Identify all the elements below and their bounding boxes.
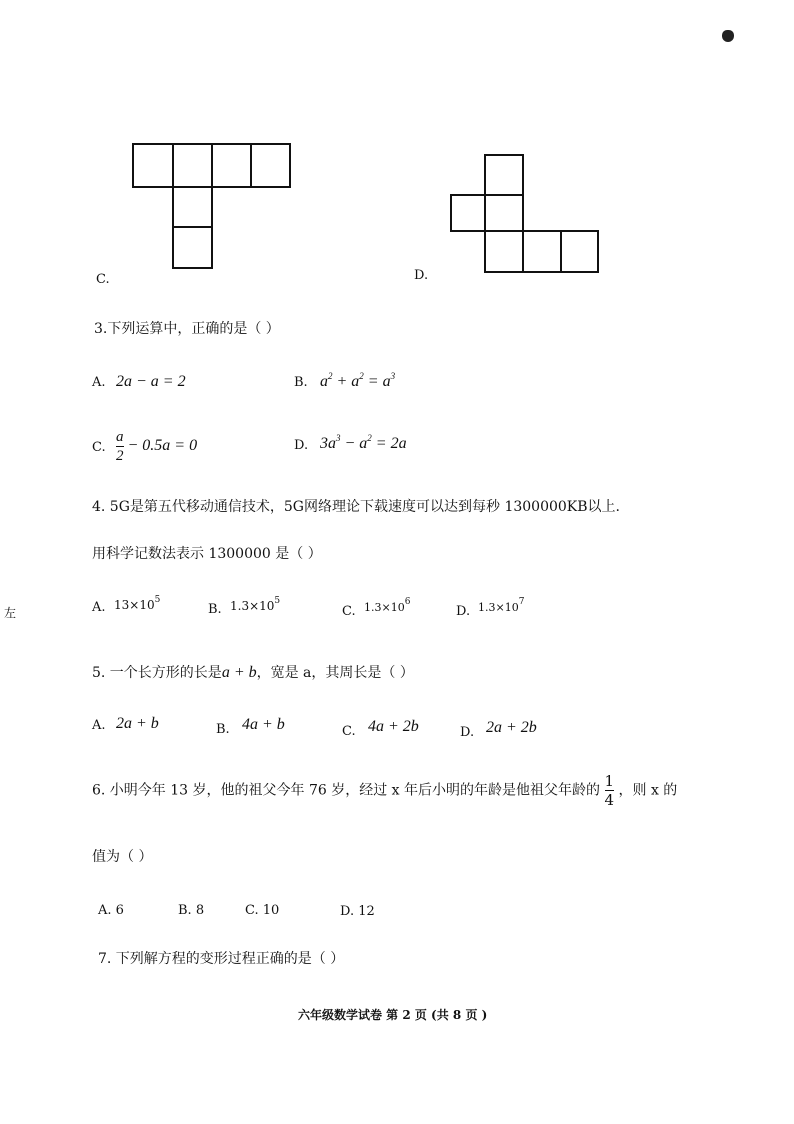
- page-footer: 六年级数学试卷 第 2 页 (共 8 页 ): [298, 1008, 488, 1022]
- question-7-stem: 7. 下列解方程的变形过程正确的是（ ）: [98, 951, 345, 967]
- q6-option-a: A. 6: [98, 903, 124, 918]
- q5-option-a-expr: 2a + b: [116, 715, 159, 732]
- q5-option-d-expr: 2a + 2b: [486, 719, 537, 736]
- q4-option-d-expr: $1.3\times 10^7$: [478, 597, 525, 614]
- q4-option-a-label: A.: [92, 600, 106, 615]
- net-c-label: C.: [96, 272, 110, 287]
- q4-option-c-label: C.: [342, 604, 356, 619]
- q3-option-b-label: B.: [294, 375, 308, 390]
- q4-option-b-label: B.: [208, 602, 222, 617]
- question-3-stem: 3.下列运算中，正确的是（ ）: [94, 321, 280, 337]
- scan-artifact: [722, 30, 734, 42]
- q3-option-c-expr: $\frac{a}{2}$ − 0.5a = 0: [116, 429, 198, 464]
- q4-option-b-expr: $1.3\times 10^5$: [230, 596, 281, 613]
- q5-option-c-expr: 4a + 2b: [368, 718, 419, 735]
- question-5-stem: 5. 一个长方形的长是a + b，宽是 a，其周长是（ ）: [92, 664, 414, 681]
- question-4-stem-line2: 用科学记数法表示 1300000 是（ ）: [92, 546, 322, 562]
- q5-option-d-label: D.: [460, 725, 475, 740]
- q3-option-c-label: C.: [92, 440, 106, 455]
- q6-fraction: $\frac{1}{4}$: [604, 772, 615, 809]
- q5-option-b-expr: 4a + b: [242, 716, 285, 733]
- question-6-stem-line1: 6. 小明今年 13 岁，他的祖父今年 76 岁，经过 x 年后小明的年龄是他祖父年龄的 $\frac{1}{4}$ ，则 x 的: [92, 772, 678, 809]
- q3-option-a-expr: 2a − a = 2: [116, 373, 186, 390]
- net-d-label: D.: [414, 268, 429, 283]
- q5-option-a-label: A.: [92, 718, 106, 733]
- q5-option-b-label: B.: [216, 722, 230, 737]
- q6-option-d: D. 12: [340, 904, 375, 919]
- q6-option-c: C. 10: [245, 903, 280, 918]
- q3-option-d-expr: $3a^3 - a^2 = 2a$: [320, 433, 407, 452]
- cube-net-c: [130, 141, 294, 271]
- margin-mark: 左: [4, 606, 17, 620]
- q3-option-a-label: A.: [92, 375, 106, 390]
- question-6-stem-line2: 值为（ ）: [92, 849, 153, 865]
- cube-net-d: [448, 152, 602, 276]
- q6-option-b: B. 8: [178, 903, 205, 918]
- q4-option-d-label: D.: [456, 604, 471, 619]
- q4-option-a-expr: $13\times 10^5$: [114, 595, 161, 612]
- q5-option-c-label: C.: [342, 724, 356, 739]
- q3-option-b-expr: $a^2 + a^2 = a^3$: [320, 371, 396, 390]
- q4-option-c-expr: $1.3\times 10^6$: [364, 597, 411, 614]
- q3-option-d-label: D.: [294, 438, 309, 453]
- question-4-stem-line1: 4. 5G是第五代移动通信技术，5G网络理论下载速度可以达到每秒 1300000KB以上.: [92, 499, 620, 515]
